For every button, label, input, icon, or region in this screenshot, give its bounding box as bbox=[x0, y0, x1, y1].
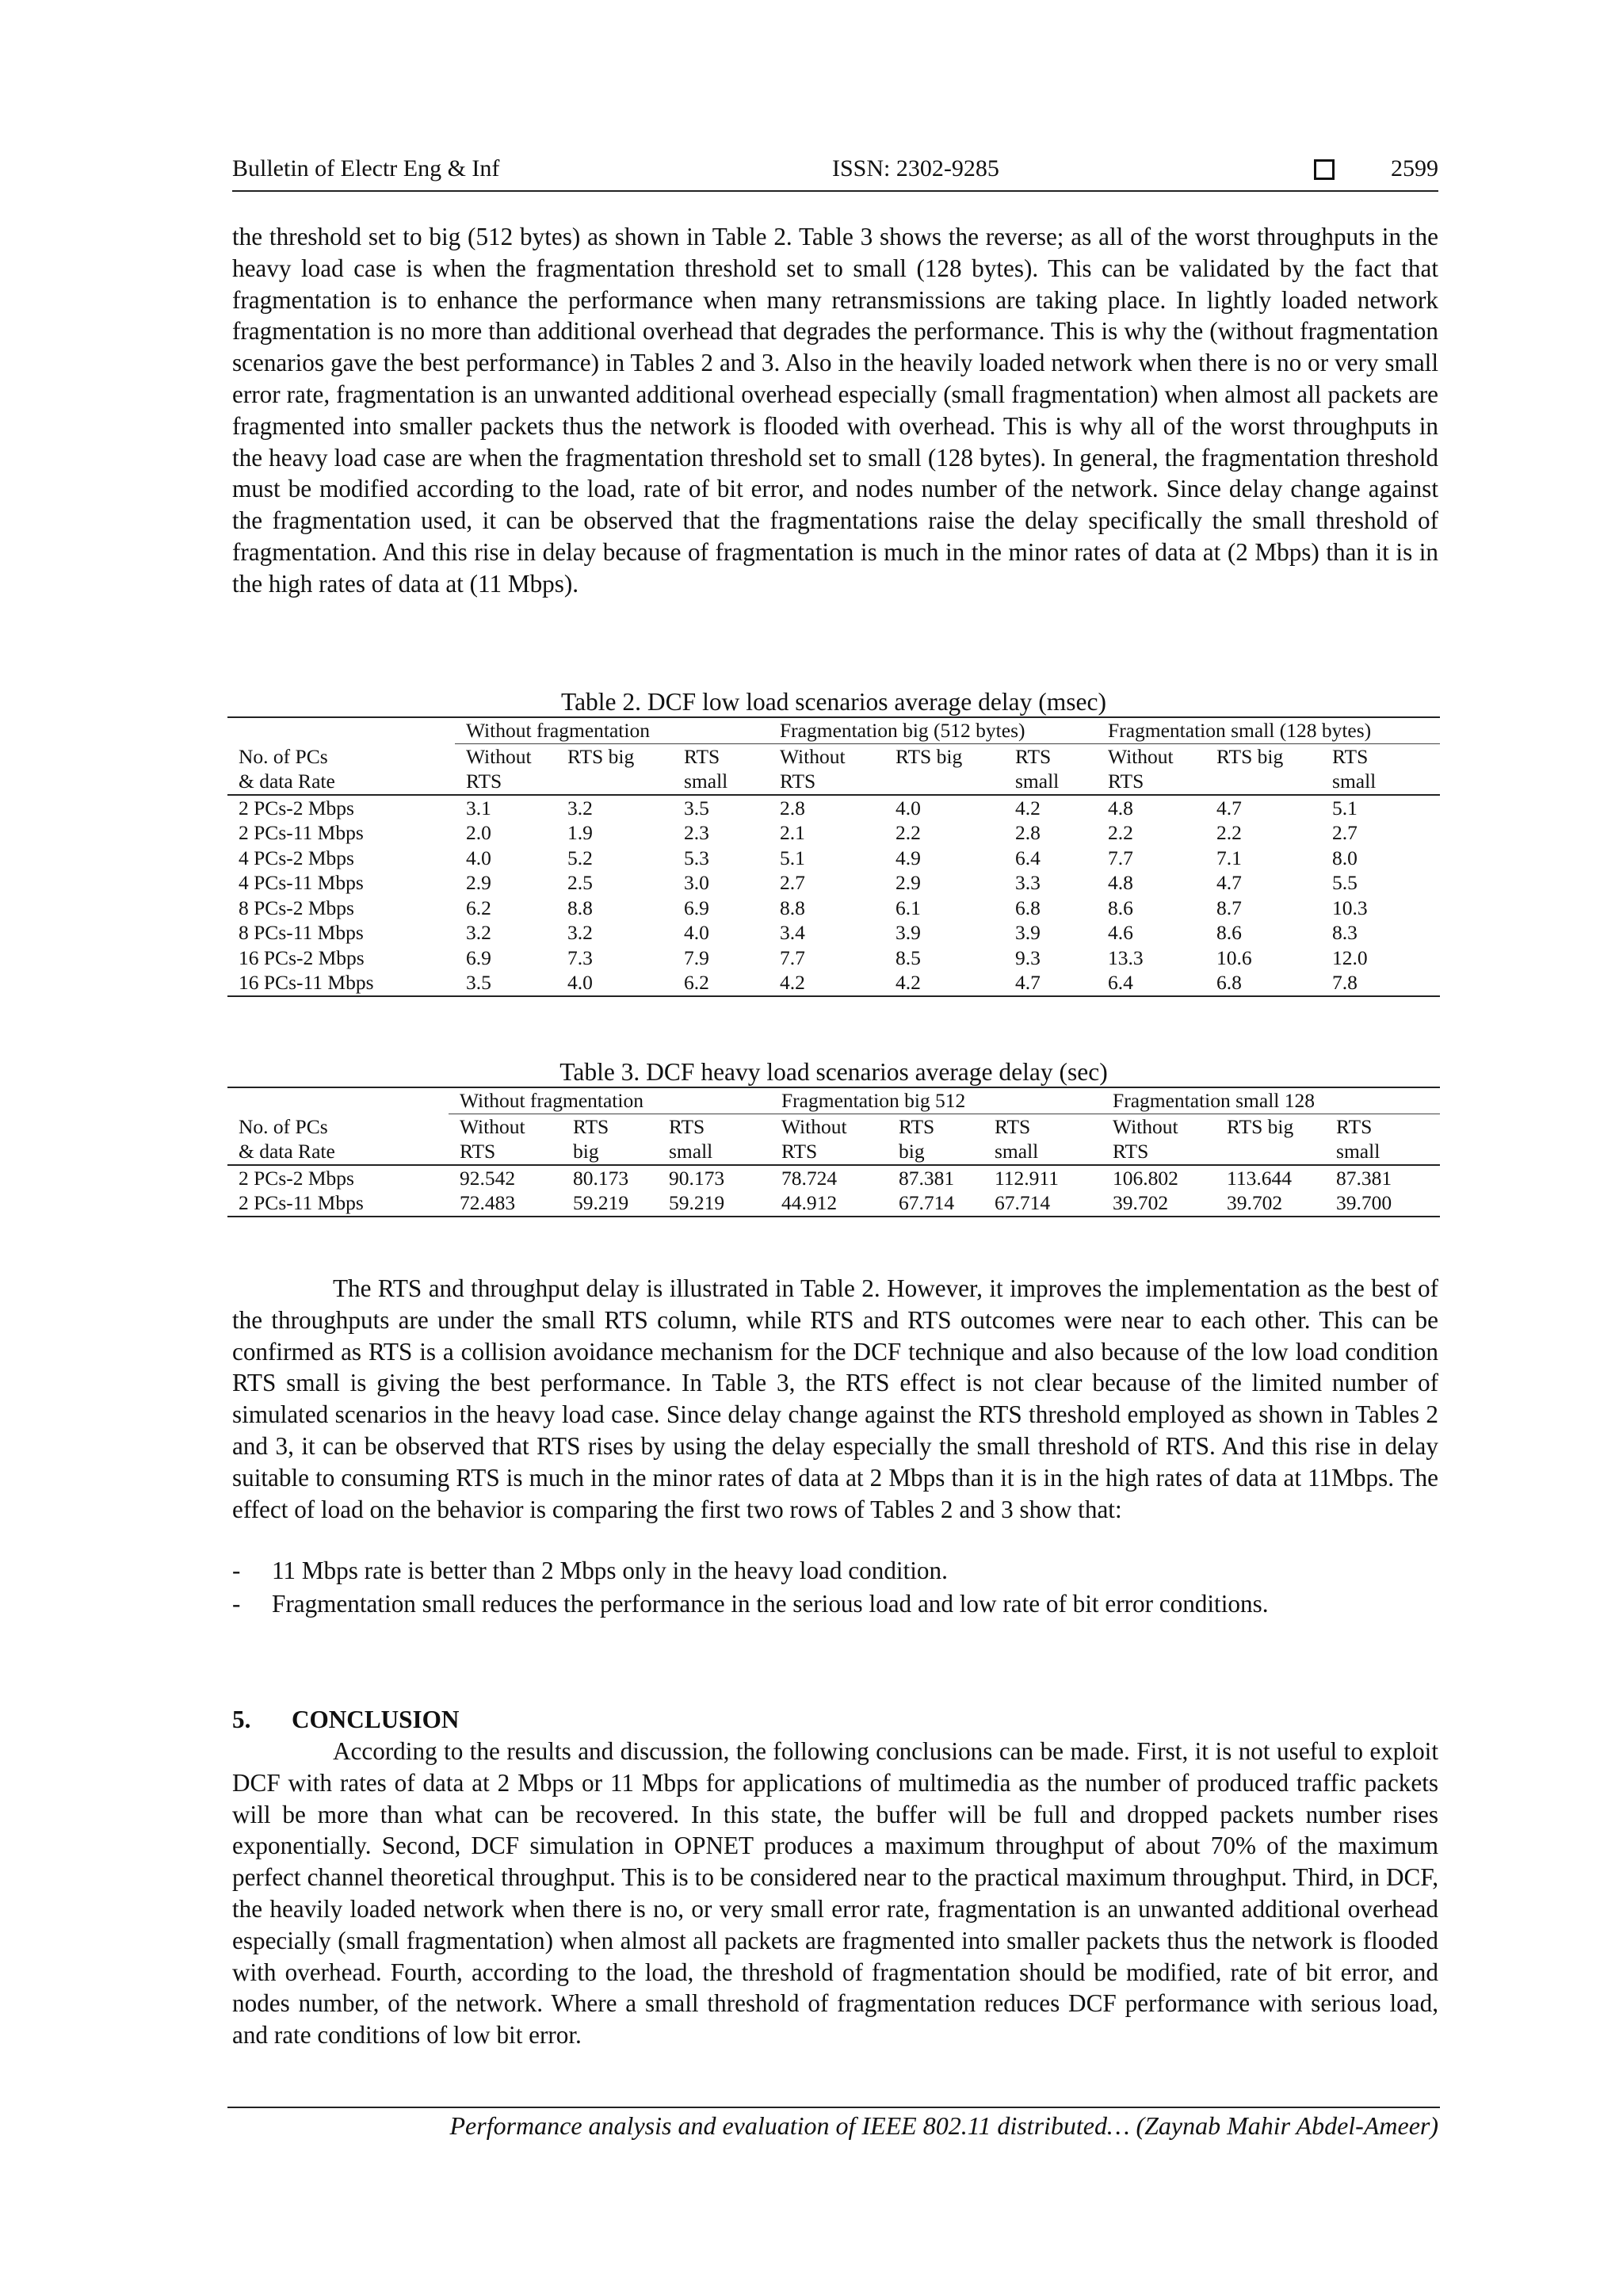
table2-cell: 2.1 bbox=[780, 821, 805, 844]
table2-cell: 3.9 bbox=[1015, 921, 1041, 944]
table2-cell: 2.3 bbox=[684, 821, 709, 844]
table3-row-label: 2 PCs-2 Mbps bbox=[239, 1166, 354, 1190]
table2-row-label: 8 PCs-11 Mbps bbox=[239, 921, 364, 944]
table3-cell: 92.542 bbox=[460, 1166, 516, 1190]
section-heading bbox=[232, 1704, 459, 1736]
table2-cell: 4.0 bbox=[896, 796, 921, 819]
table3-column-header: small bbox=[1325, 1139, 1440, 1165]
table2-cell: 7.1 bbox=[1216, 846, 1242, 869]
footer-rule bbox=[227, 2107, 1440, 2108]
table3-cell: 67.714 bbox=[899, 1191, 955, 1214]
table2-row-label: 16 PCs-11 Mbps bbox=[239, 971, 374, 994]
table2-column-header: RTS bbox=[455, 769, 556, 795]
table2-group-header: Without fragmentation bbox=[455, 717, 769, 743]
table2-cell: 8.5 bbox=[896, 946, 921, 969]
table2-cell: 3.1 bbox=[466, 796, 491, 819]
table2-cell: 2.2 bbox=[1216, 821, 1242, 844]
table3-column-header: RTS bbox=[1336, 1114, 1373, 1138]
table2-cell: 8.8 bbox=[567, 896, 593, 919]
table2-cell: 6.8 bbox=[1015, 896, 1041, 919]
table2-cell: 8.6 bbox=[1108, 896, 1133, 919]
table2-cell: 4.2 bbox=[780, 971, 805, 994]
table3-column-header: small bbox=[658, 1139, 770, 1165]
table3-cell: 113.644 bbox=[1227, 1166, 1292, 1190]
table2-cell: 8.7 bbox=[1216, 896, 1242, 919]
table2-column-header: Without bbox=[1108, 744, 1174, 768]
table2-cell: 12.0 bbox=[1332, 946, 1368, 969]
table2-column-header: RTS big bbox=[1216, 744, 1284, 768]
table2-column-header: small bbox=[1321, 769, 1440, 795]
table2-cell: 7.9 bbox=[684, 946, 709, 969]
table3-column-header: RTS bbox=[449, 1139, 562, 1165]
bullet-text: 11 Mbps rate is better than 2 Mbps only in the heavy load condition. bbox=[272, 1557, 948, 1584]
table2-cell: 3.2 bbox=[567, 796, 593, 819]
table2-cell: 7.7 bbox=[780, 946, 805, 969]
table3-column-header bbox=[1216, 1139, 1325, 1165]
table2-subheader-row-1 bbox=[227, 743, 1440, 769]
table3-subheader-row-1 bbox=[227, 1114, 1440, 1139]
table2-cell: 3.9 bbox=[896, 921, 921, 944]
table3-cell: 106.802 bbox=[1113, 1166, 1178, 1190]
table3-row bbox=[227, 1165, 1440, 1191]
table3-cell: 39.700 bbox=[1336, 1191, 1392, 1214]
bullet-marker: - bbox=[232, 1557, 241, 1584]
issn: ISSN: 2302-9285 bbox=[832, 155, 999, 181]
table2-cell: 2.7 bbox=[1332, 821, 1358, 844]
table2-row bbox=[227, 946, 1440, 971]
table3-group-header: Fragmentation big 512 bbox=[770, 1087, 1102, 1114]
table2-column-header: RTS bbox=[1097, 769, 1205, 795]
bullet-text: Fragmentation small reduces the performance in the serious load and low rate of bit error conditions. bbox=[272, 1590, 1269, 1618]
table2-row bbox=[227, 820, 1440, 846]
table2-row-label: 4 PCs-2 Mbps bbox=[239, 846, 354, 869]
table2-column-header: RTS bbox=[684, 744, 720, 768]
table2-cell: 6.4 bbox=[1015, 846, 1041, 869]
table3-column-header: RTS bbox=[669, 1114, 705, 1138]
table3-cell: 87.381 bbox=[1336, 1166, 1392, 1190]
table2-cell: 7.3 bbox=[567, 946, 593, 969]
table2-row bbox=[227, 970, 1440, 996]
table2-row-label: 4 PCs-11 Mbps bbox=[239, 871, 364, 894]
table2-cell: 2.8 bbox=[780, 796, 805, 819]
table2-caption: Table 2. DCF low load scenarios average delay (msec) bbox=[561, 688, 1106, 716]
running-footer: Performance analysis and evaluation of IEEE 802.11 distributed… (Zaynab Mahir Abdel-Ameer) bbox=[449, 2111, 1438, 2140]
table2-cell: 6.2 bbox=[466, 896, 491, 919]
table3-column-header: RTS big bbox=[1227, 1114, 1294, 1138]
table2-cell: 5.2 bbox=[567, 846, 593, 869]
table2-column-header: RTS big bbox=[896, 744, 963, 768]
table3-column-header: Without bbox=[781, 1114, 847, 1138]
conclusion-paragraph: According to the results and discussion, the following conclusions can be made. First, it is not useful to exploit DCF with rates of data at 2 Mbps or 11 Mbps for applications of multimedia as the number of produced traffic packets will be more than what can be recovered. In this state, the buffer will be full and dropped packets number rises exponentially. Second, DCF simulation in OPNET produces a maximum throughput of about 70% of the maximum perfect channel theoretical throughput. This is to be considered near to the practical maximum throughput. Third, in DCF, the heavily loaded network when there is no, or very small error rate, fragmentation is an unwanted additional overhead especially (small fragmentation) when almost all packets are fragmented into smaller packets thus the network is flooded with overhead. Fourth, according to the load, the threshold of fragmentation should be modified, rate of bit error, and nodes number, of the network. Where a small threshold of fragmentation reduces DCF performance with serious load, and rate conditions of low bit error. bbox=[232, 1737, 1438, 2050]
table2-group-header: Fragmentation small (128 bytes) bbox=[1097, 717, 1440, 743]
table2-cell: 2.2 bbox=[896, 821, 921, 844]
table2-cell: 8.6 bbox=[1216, 921, 1242, 944]
table2-column-header: RTS bbox=[1332, 744, 1369, 768]
table2-cell: 8.0 bbox=[1332, 846, 1358, 869]
table2-cell: 4.0 bbox=[684, 921, 709, 944]
table2-column-header: RTS bbox=[769, 769, 884, 795]
table2-row-header: No. of PCs bbox=[239, 744, 328, 768]
table2-cell: 13.3 bbox=[1108, 946, 1144, 969]
table3-row bbox=[227, 1190, 1440, 1217]
table3-cell: 78.724 bbox=[781, 1166, 838, 1190]
table2-column-header: Without bbox=[780, 744, 846, 768]
table3-cell: 72.483 bbox=[460, 1191, 516, 1214]
table3-row-label: 2 PCs-11 Mbps bbox=[239, 1191, 364, 1214]
table2-cell: 4.2 bbox=[1015, 796, 1041, 819]
table2-cell: 2.7 bbox=[780, 871, 805, 894]
table3-cell: 87.381 bbox=[899, 1166, 955, 1190]
table2-cell: 5.3 bbox=[684, 846, 709, 869]
table2-subheader-row-2 bbox=[227, 769, 1440, 795]
table2-row bbox=[227, 795, 1440, 821]
checkbox-square-icon bbox=[1314, 159, 1335, 180]
table3-column-header: RTS bbox=[573, 1114, 609, 1138]
table2-cell: 2.2 bbox=[1108, 821, 1133, 844]
table2-cell: 2.8 bbox=[1015, 821, 1041, 844]
table2-cell: 6.8 bbox=[1216, 971, 1242, 994]
table3-column-header: Without bbox=[460, 1114, 525, 1138]
table2-cell: 3.5 bbox=[466, 971, 491, 994]
table2-cell: 6.4 bbox=[1108, 971, 1133, 994]
table2-row bbox=[227, 846, 1440, 871]
table2-cell: 10.3 bbox=[1332, 896, 1368, 919]
table2-cell: 2.0 bbox=[466, 821, 491, 844]
table2-cell: 1.9 bbox=[567, 821, 593, 844]
section-title: CONCLUSION bbox=[292, 1706, 460, 1733]
running-header bbox=[232, 155, 1438, 192]
table3-cell: 44.912 bbox=[781, 1191, 838, 1214]
table2-cell: 3.0 bbox=[684, 871, 709, 894]
table3-column-header: Without bbox=[1113, 1114, 1178, 1138]
table2-cell: 4.8 bbox=[1108, 796, 1133, 819]
table2-cell: 2.9 bbox=[466, 871, 491, 894]
table2-cell: 6.1 bbox=[896, 896, 921, 919]
table2-cell: 9.3 bbox=[1015, 946, 1041, 969]
table2-column-header bbox=[884, 769, 1004, 795]
bullet-marker: - bbox=[232, 1590, 241, 1618]
table3-group-header: Without fragmentation bbox=[449, 1087, 770, 1114]
table2-cell: 4.6 bbox=[1108, 921, 1133, 944]
table2-cell: 3.4 bbox=[780, 921, 805, 944]
table2-cell: 3.2 bbox=[466, 921, 491, 944]
table3-cell: 59.219 bbox=[669, 1191, 725, 1214]
table2-column-header bbox=[1205, 769, 1321, 795]
table3-caption: Table 3. DCF heavy load scenarios average delay (sec) bbox=[559, 1058, 1108, 1086]
table3-cell: 39.702 bbox=[1227, 1191, 1283, 1214]
table2-cell: 8.8 bbox=[780, 896, 805, 919]
table2-cell: 4.7 bbox=[1015, 971, 1041, 994]
table2-cell: 3.5 bbox=[684, 796, 709, 819]
table2-cell: 4.0 bbox=[466, 846, 491, 869]
table3-column-header: big bbox=[562, 1139, 658, 1165]
table2-column-header: Without bbox=[466, 744, 532, 768]
table2-column-header: RTS bbox=[1015, 744, 1052, 768]
table2-row-label: 16 PCs-2 Mbps bbox=[239, 946, 365, 969]
table2-cell: 4.7 bbox=[1216, 871, 1242, 894]
table3-row-header: & data Rate bbox=[227, 1139, 449, 1165]
table2-row-header: & data Rate bbox=[227, 769, 455, 795]
table2-row bbox=[227, 920, 1440, 946]
table2-column-header bbox=[556, 769, 673, 795]
table2-cell: 3.3 bbox=[1015, 871, 1041, 894]
table2-cell: 7.7 bbox=[1108, 846, 1133, 869]
intro-paragraph: the threshold set to big (512 bytes) as shown in Table 2. Table 3 shows the reverse; as all of the worst throughputs in the heavy load case is when the fragmentation threshold set to small (128 bytes). This can be validated by the fact that fragmentation is to enhance the performance when many retransmissions are taking place. In lightly loaded network fragmentation is no more than additional overhead that degrades the performance. This is why the (without fragmentation scenarios gave the best performance) in Tables 2 and 3. Also in the heavily loaded network when there is no or very small error rate, fragmentation is an unwanted additional overhead especially (small fragmentation) when almost all packets are fragmented into smaller packets thus the network is flooded with overhead. This is why all of the worst throughputs in the heavy load case are when the fragmentation threshold set to small (128 bytes). In general, the fragmentation threshold must be modified according to the load, rate of bit error, and nodes number of the network. Since delay change against the fragmentation used, it can be observed that the fragmentations raise the delay specifically the small threshold of fragmentation. And this rise in delay because of fragmentation is much in the minor rates of data at (2 Mbps) than it is in the high rates of data at (11 Mbps). bbox=[232, 223, 1438, 598]
table3-column-header: small bbox=[983, 1139, 1102, 1165]
table3-cell: 90.173 bbox=[669, 1166, 725, 1190]
table3-corner bbox=[227, 1087, 449, 1114]
table3-column-header: RTS bbox=[899, 1114, 935, 1138]
table3-group-header: Fragmentation small 128 bbox=[1102, 1087, 1440, 1114]
table2-cell: 6.9 bbox=[684, 896, 709, 919]
table3-cell: 59.219 bbox=[573, 1191, 629, 1214]
table2-cell: 6.9 bbox=[466, 946, 491, 969]
table2-row-label: 2 PCs-11 Mbps bbox=[239, 821, 364, 844]
table3-subheader-row-2 bbox=[227, 1139, 1440, 1165]
table2-row bbox=[227, 896, 1440, 921]
table2-column-header: small bbox=[673, 769, 769, 795]
table2-row-label: 2 PCs-2 Mbps bbox=[239, 796, 354, 819]
table2-cell: 2.9 bbox=[896, 871, 921, 894]
table2-row bbox=[227, 870, 1440, 896]
table2-cell: 6.2 bbox=[684, 971, 709, 994]
table3-column-header: RTS bbox=[995, 1114, 1031, 1138]
table3-cell: 67.714 bbox=[995, 1191, 1051, 1214]
table3-cell: 39.702 bbox=[1113, 1191, 1169, 1214]
table2-cell: 7.8 bbox=[1332, 971, 1358, 994]
table2-cell: 4.8 bbox=[1108, 871, 1133, 894]
table3-cell: 112.911 bbox=[995, 1166, 1059, 1190]
table2-cell: 2.5 bbox=[567, 871, 593, 894]
table2-cell: 4.9 bbox=[896, 846, 921, 869]
table3 bbox=[227, 1087, 1440, 1217]
table2-cell: 5.5 bbox=[1332, 871, 1358, 894]
table2-column-header: RTS big bbox=[567, 744, 635, 768]
table2-cell: 5.1 bbox=[780, 846, 805, 869]
table2-row-label: 8 PCs-2 Mbps bbox=[239, 896, 354, 919]
section-number: 5. bbox=[232, 1706, 251, 1733]
table2-cell: 10.6 bbox=[1216, 946, 1252, 969]
table3-column-header: RTS bbox=[770, 1139, 888, 1165]
discussion-paragraph: The RTS and throughput delay is illustrated in Table 2. However, it improves the implementation as the best of the throughputs are under the small RTS column, while RTS and RTS outcomes were near to each other. This can be confirmed as RTS is a collision avoidance mechanism for the DCF technique and also because of the low load condition RTS small is giving the best performance. In Table 3, the RTS effect is not clear because of the limited number of simulated scenarios in the heavy load case. Since delay change against the RTS threshold employed as shown in Tables 2 and 3, it can be observed that RTS rises by using the delay especially the small threshold of RTS. And this rise in delay suitable to consuming RTS is much in the minor rates of data at 2 Mbps than it is in the high rates of data at 11Mbps. The effect of load on the behavior is comparing the first two rows of Tables 2 and 3 show that: bbox=[232, 1274, 1438, 1523]
table3-column-header: big bbox=[888, 1139, 983, 1165]
table2-cell: 4.0 bbox=[567, 971, 593, 994]
table2 bbox=[227, 716, 1440, 997]
table2-cell: 4.7 bbox=[1216, 796, 1242, 819]
journal-name: Bulletin of Electr Eng & Inf bbox=[232, 155, 500, 181]
table3-column-header: RTS bbox=[1102, 1139, 1216, 1165]
table2-cell: 8.3 bbox=[1332, 921, 1358, 944]
table2-column-header: small bbox=[1004, 769, 1097, 795]
table2-corner bbox=[227, 717, 455, 743]
table3-row-header: No. of PCs bbox=[239, 1114, 328, 1138]
table2-cell: 4.2 bbox=[896, 971, 921, 994]
page-number: 2599 bbox=[1391, 155, 1438, 181]
table3-cell: 80.173 bbox=[573, 1166, 629, 1190]
table2-cell: 3.2 bbox=[567, 921, 593, 944]
table2-group-header: Fragmentation big (512 bytes) bbox=[769, 717, 1097, 743]
table2-cell: 5.1 bbox=[1332, 796, 1358, 819]
